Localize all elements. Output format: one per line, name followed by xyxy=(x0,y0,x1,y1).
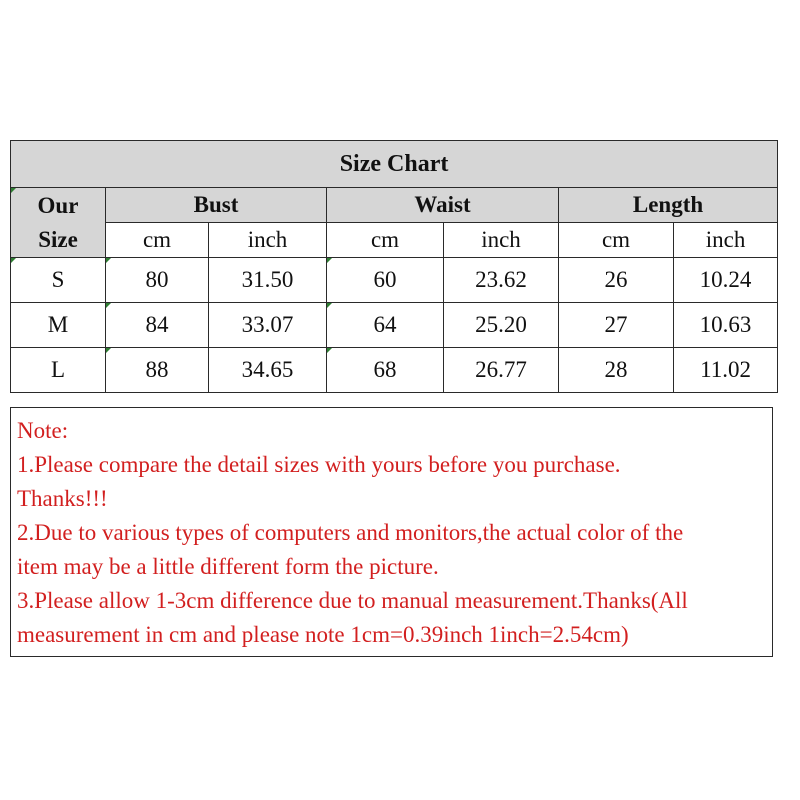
length-cm-cell: 26 xyxy=(559,258,674,303)
bust-cm-value: 88 xyxy=(145,357,169,382)
note-line: item may be a little different form the picture. xyxy=(17,554,439,579)
length-cm-cell: 28 xyxy=(559,348,674,393)
bust-header: Bust xyxy=(106,188,327,223)
waist-cm-cell xyxy=(327,258,444,303)
note-line: Thanks!!! xyxy=(17,486,108,511)
cell-marker xyxy=(11,188,16,193)
size-cell: L xyxy=(11,348,106,393)
waist-inch-cell: 23.62 xyxy=(444,258,559,303)
size-column-header xyxy=(11,188,106,258)
table-row xyxy=(11,258,778,303)
cell-marker xyxy=(106,303,111,308)
length-inch-cell: 10.63 xyxy=(674,303,778,348)
bust-inch-cell: 34.65 xyxy=(209,348,327,393)
bust-cm-cell xyxy=(106,303,209,348)
size-header-line2: Size xyxy=(38,226,78,252)
waist-inch-cell: 26.77 xyxy=(444,348,559,393)
note-line: 2.Due to various types of computers and monitors,the actual color of the xyxy=(17,520,684,545)
waist-inch-cell: 25.20 xyxy=(444,303,559,348)
cell-marker xyxy=(327,348,332,353)
table-row xyxy=(11,303,778,348)
length-cm-header: cm xyxy=(559,223,674,258)
bust-inch-cell: 31.50 xyxy=(209,258,327,303)
cell-marker xyxy=(106,348,111,353)
waist-cm-value: 68 xyxy=(373,357,397,382)
length-inch-cell: 11.02 xyxy=(674,348,778,393)
notes-box xyxy=(10,407,773,657)
bust-cm-cell xyxy=(106,258,209,303)
waist-cm-header: cm xyxy=(327,223,444,258)
note-line: 1.Please compare the detail sizes with yours before you purchase. xyxy=(17,452,621,477)
note-line: 3.Please allow 1-3cm difference due to manual measurement.Thanks(All xyxy=(17,588,688,613)
bust-inch-header: inch xyxy=(209,223,327,258)
size-value: S xyxy=(51,267,65,292)
waist-cm-value: 64 xyxy=(373,312,397,337)
notes-heading: Note: xyxy=(17,418,69,443)
length-header: Length xyxy=(559,188,778,223)
cell-marker xyxy=(106,258,111,263)
waist-cm-cell xyxy=(327,303,444,348)
size-cell: M xyxy=(11,303,106,348)
size-cell xyxy=(11,258,106,303)
waist-cm-value: 60 xyxy=(373,267,397,292)
bust-cm-value: 80 xyxy=(145,267,169,292)
length-inch-cell: 10.24 xyxy=(674,258,778,303)
bust-inch-cell: 33.07 xyxy=(209,303,327,348)
size-header-line1: Our xyxy=(37,192,79,218)
waist-inch-header: inch xyxy=(444,223,559,258)
waist-cm-cell xyxy=(327,348,444,393)
chart-title: Size Chart xyxy=(11,141,778,188)
note-line: measurement in cm and please note 1cm=0.39inch 1inch=2.54cm) xyxy=(17,622,629,647)
length-inch-header: inch xyxy=(674,223,778,258)
cell-marker xyxy=(11,258,16,263)
cell-marker xyxy=(327,258,332,263)
size-chart-table xyxy=(10,140,778,393)
table-row xyxy=(11,348,778,393)
bust-cm-header: cm xyxy=(106,223,209,258)
bust-cm-value: 84 xyxy=(145,312,169,337)
length-cm-cell: 27 xyxy=(559,303,674,348)
waist-header: Waist xyxy=(327,188,559,223)
bust-cm-cell xyxy=(106,348,209,393)
cell-marker xyxy=(327,303,332,308)
